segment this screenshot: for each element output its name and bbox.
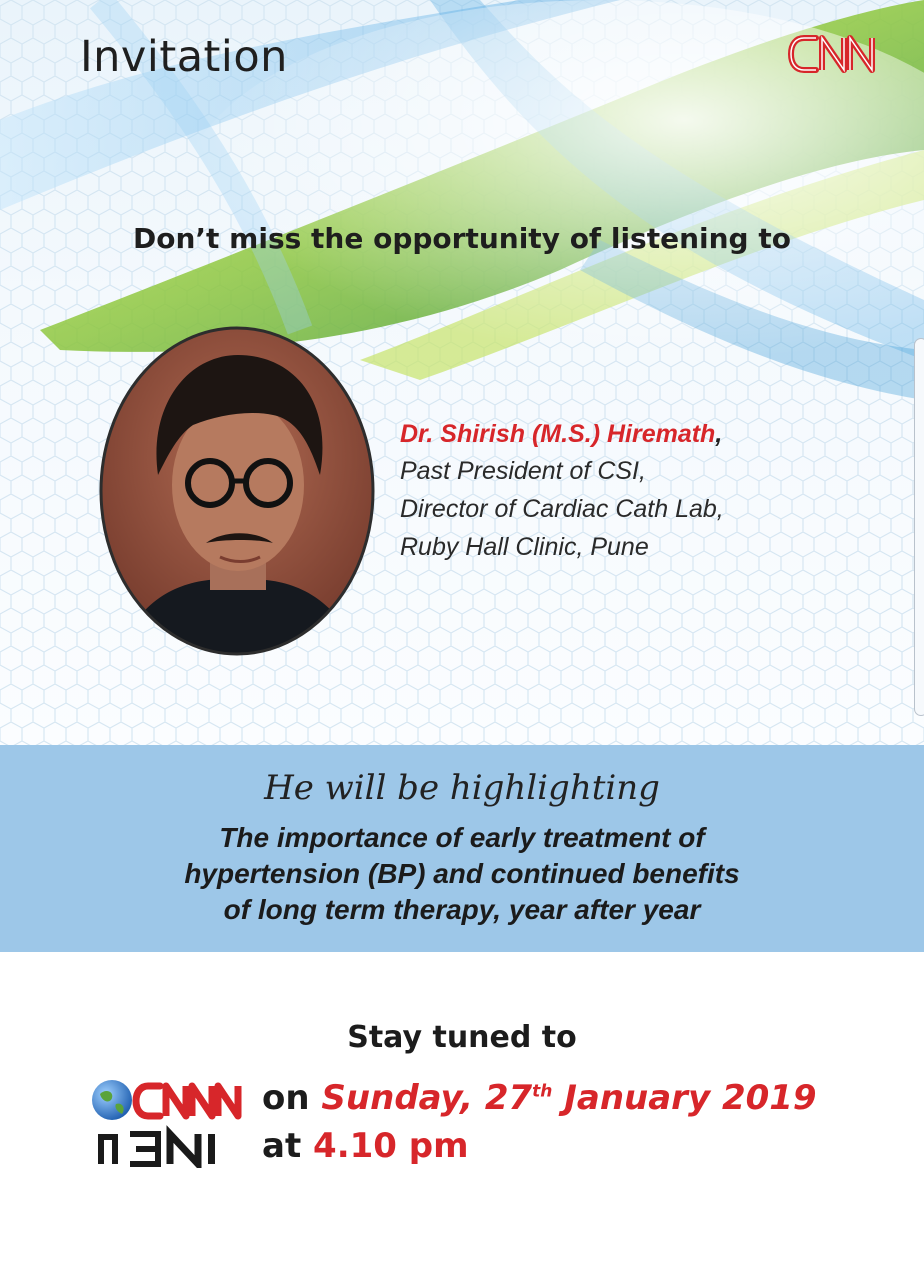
speaker-role: Past President of CSI, (400, 457, 646, 485)
speaker-name-text: Dr. Shirish (M.S.) Hiremath (400, 420, 716, 448)
broadcast-time: 4.10 pm (313, 1126, 469, 1166)
speaker-role: Director of Cardiac Cath Lab, (400, 495, 724, 523)
at-label: at (262, 1126, 302, 1166)
broadcast-date (321, 1078, 816, 1118)
invitation-title: Invitation (80, 32, 288, 82)
highlight-title: He will be highlighting (264, 768, 660, 808)
speaker-name (400, 420, 722, 449)
highlight-line: The importance of early treatment of (219, 822, 705, 853)
speaker-role: Ruby Hall Clinic, Pune (400, 533, 649, 561)
broadcast-time-line (262, 1126, 469, 1166)
broadcast-date-rest: January 2019 (552, 1078, 817, 1118)
cnn-logo (786, 30, 886, 78)
speaker-portrait (98, 325, 376, 657)
headline: Don’t miss the opportunity of listening to (133, 222, 791, 255)
scroll-edge[interactable] (914, 338, 924, 716)
stay-tuned-text: Stay tuned to (347, 1020, 577, 1055)
date-suffix: th (532, 1081, 553, 1102)
globe-icon (92, 1080, 132, 1120)
highlight-line: hypertension (BP) and continued benefits (184, 858, 740, 889)
speaker-name-comma: , (715, 420, 723, 448)
broadcast-date-line (262, 1078, 817, 1118)
cnn-ibn-logo (90, 1078, 246, 1168)
on-label: on (262, 1078, 310, 1118)
highlight-line: of long term therapy, year after year (223, 894, 701, 925)
broadcast-date-day: Sunday, 27 (321, 1078, 533, 1118)
